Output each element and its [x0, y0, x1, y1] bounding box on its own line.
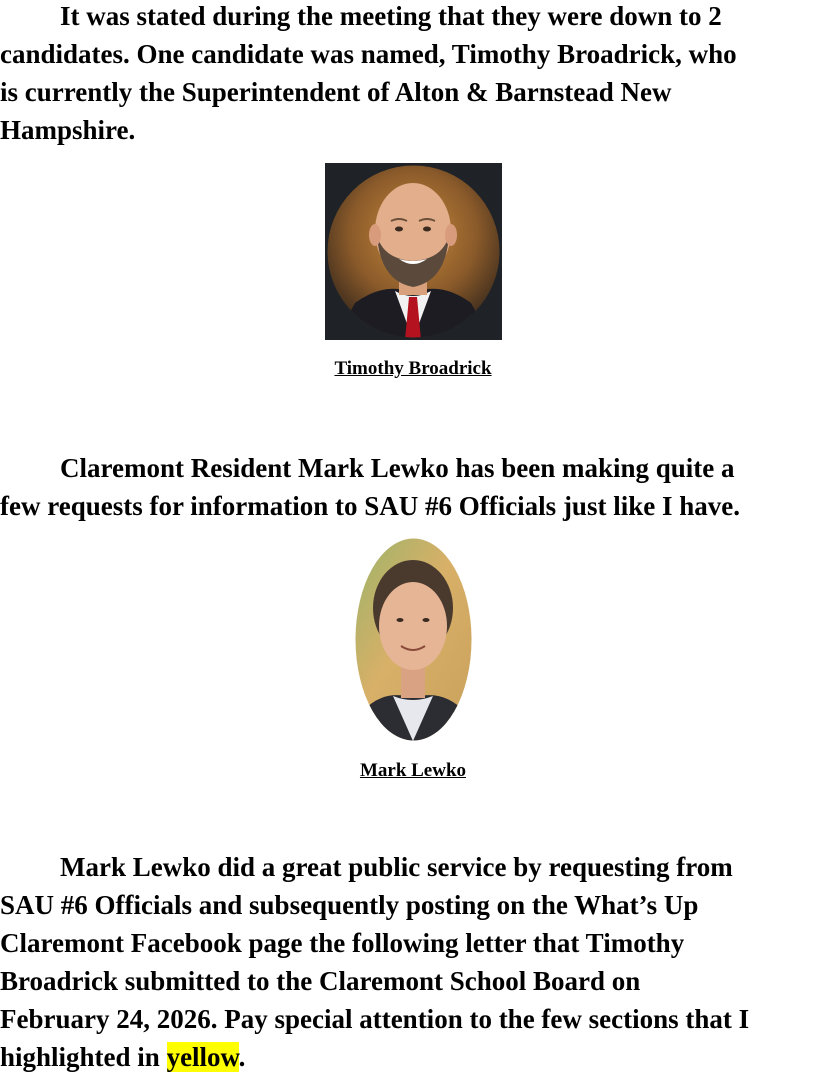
intro-paragraph — [0, 0, 826, 149]
portrait-illustration — [353, 538, 474, 741]
timothy-broadrick-photo — [325, 163, 502, 340]
portrait-illustration — [325, 163, 502, 340]
paragraph-line: Claremont Resident Mark Lewko has been making quite a — [60, 453, 735, 483]
paragraph-line: Mark Lewko did a great public service by requesting from — [60, 852, 733, 882]
second-paragraph — [0, 449, 826, 525]
last-line-prefix: highlighted in — [0, 1042, 167, 1072]
paragraph-line: is currently the Superintendent of Alton & Barnstead New — [0, 77, 672, 107]
paragraph-line: SAU #6 Officials and subsequently posting on the What’s Up — [0, 890, 699, 920]
paragraph-last-line — [0, 1038, 826, 1076]
mark-lewko-photo — [353, 538, 474, 741]
highlighted-word: yellow — [166, 1042, 239, 1072]
photo-caption: Timothy Broadrick — [334, 358, 492, 379]
paragraph-line: February 24, 2026. Pay special attention to the few sections that I — [0, 1004, 750, 1034]
paragraph-line: few requests for information to SAU #6 Officials just like I have. — [0, 491, 740, 521]
paragraph-line: candidates. One candidate was named, Timothy Broadrick, who — [0, 39, 737, 69]
third-paragraph — [0, 848, 826, 1076]
photo-caption: Mark Lewko — [359, 760, 467, 781]
paragraph-line: Hampshire. — [0, 115, 136, 145]
paragraph-line: Broadrick submitted to the Claremont School Board on — [0, 966, 641, 996]
paragraph-line: Claremont Facebook page the following letter that Timothy — [0, 928, 685, 958]
last-line-suffix: . — [238, 1042, 246, 1072]
paragraph-line: It was stated during the meeting that they were down to 2 — [60, 1, 722, 31]
